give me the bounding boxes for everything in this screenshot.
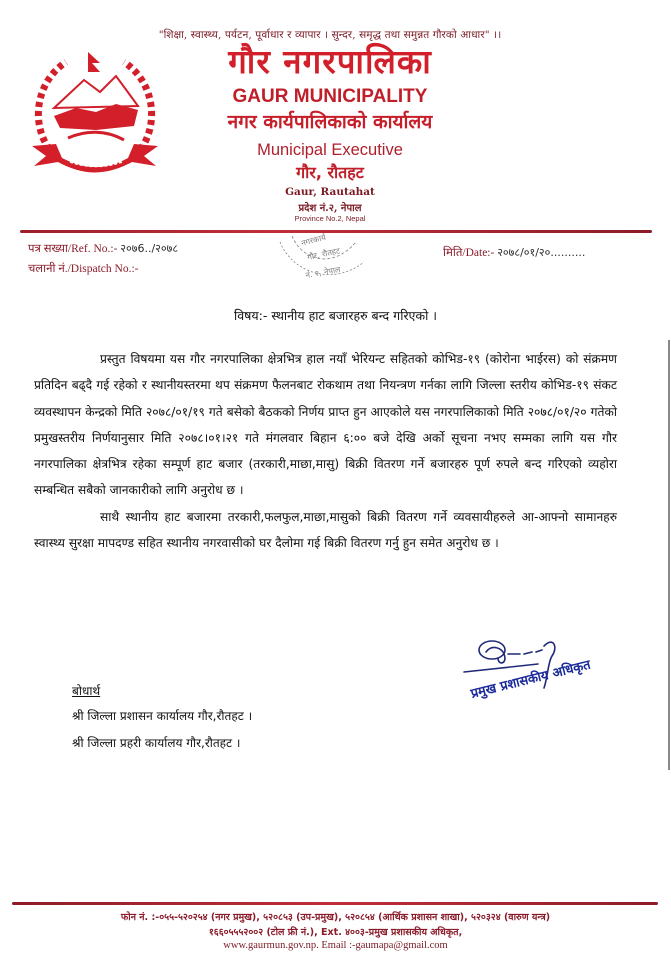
signature-stamp-text: प्रमुख प्रशासकीय अधिकृत — [469, 657, 593, 702]
footer-phone-numbers: फोन नं. :-०५५-५२०२५४ (नगर प्रमुख), ५२०८५३ (उप-प्रमुख), ५२०८५४ (आर्थिक प्रशासन शाखा), ५२०३२४ (वारुण यन्त्र) — [120, 912, 551, 923]
ref-value: २०७6../२०७८ — [120, 242, 179, 255]
cc-list-item: श्री जिल्ला प्रशासन कार्यालय गौर,रौतहट । — [72, 709, 253, 723]
page-edge-shadow — [668, 340, 670, 770]
province-english: Province No.2, Nepal — [294, 214, 366, 223]
letter-subject: विषय:- स्थानीय हाट बजारहरु बन्द गरिएको । — [233, 308, 438, 323]
office-seal-stamp-icon — [272, 232, 372, 287]
cc-list-item: श्री जिल्ला प्रहरी कार्यालय गौर,रौतहट । — [72, 736, 241, 750]
municipality-title-nepali: गौर नगरपालिका — [228, 42, 432, 81]
body-paragraph: साथै स्थानीय हाट बजारमा तरकारी,फलफुल,माछा,मासुको बिक्री वितरण गर्ने व्यवसायीहरुले आ-आफ्नो सामानहरु स्वास्थ्य सुरक्षा मापदण्ड सहित स्थानीय नगरवासीको घर दैलोमा गई बिक्री वितरण गर्नु हुन समेत अनुरोध छ । — [34, 509, 617, 551]
letter-date — [443, 245, 585, 260]
svg-text:नं. २, नेपाल: नं. २, नेपाल — [304, 264, 342, 280]
cc-heading: बोधार्थ — [72, 684, 101, 698]
ref-label: पत्र सख्या/Ref. No.:- — [28, 243, 118, 255]
date-value: २०७८/०१/२०.......... — [497, 246, 586, 259]
place-nepali: गौर, रौतहट — [296, 163, 364, 182]
svg-text:गौर, रौतहट: गौर, रौतहट — [306, 246, 341, 262]
dispatch-number — [28, 261, 138, 276]
dispatch-label: चलानी नं./Dispatch No.:- — [28, 263, 139, 275]
footer-web-email: www.gaurmun.gov.np. Email :-gaumapa@gmail.com — [223, 940, 448, 951]
body-paragraph: प्रस्तुत विषयमा यस गौर नगरपालिका क्षेत्रभित्र हाल नयाँ भेरियन्ट सहितको कोभिड-१९ (कोरोना भाईरस) को संक्रमण प्रतिदिन बढ्दै गई रहेको र स्थानीयस्तरमा थप संक्रमण फैलनबाट रोकथाम तथा नियन्त्रण गर्नका लागि जिल्ला स्तरीय कोभिड-१९ संकट व्यवस्थापन केन्द्रको मिति २०७८/०१/१९ गते बसेको बैठकको निर्णय प्राप्त हुन आएकोले यस नगरपालिकाको मिति २०७८/०१/२० गतेको प्रमुखस्तरीय निर्णयानुसार मिति २०७८।०१।२१ गते मंगलवार बिहान ६:०० बजे देखि अर्को सूचना नभए सम्मका लागि यस गौर नगरपालिका क्षेत्रभित्र रहेका सम्पूर्ण हाट बजार (तरकारी,माछा,मासु) बिक्री वितरण गर्ने बजारहरु पूर्ण रुपले बन्द गरिएको व्यहोरा सम्बन्धित सबैको जानकारीको लागि अनुरोध छ । — [34, 352, 617, 498]
nepal-coat-of-arms-icon — [26, 46, 164, 178]
municipality-title-english: GAUR MUNICIPALITY — [232, 86, 428, 107]
footer-divider — [12, 902, 658, 905]
reference-number — [28, 241, 178, 256]
office-title-english: Municipal Executive — [257, 141, 403, 159]
letter-body — [34, 346, 617, 556]
svg-text:नगरकार्य: नगरकार्य — [300, 232, 327, 248]
province-nepali: प्रदेश नं.२, नेपाल — [298, 203, 362, 214]
letterhead-motto: "शिक्षा, स्वास्थ्य, पर्यटन, पूर्वाधार र व्यापार । सुन्दर, समृद्ध तथा समुन्नत गौरको आधार" ।। — [158, 29, 502, 41]
footer-toll-free: १६६०५५५२००२ (टोल फ्री नं.), Ext. ४००३-प्रमुख प्रशासकीय अधिकृत, — [208, 927, 463, 938]
date-label: मिति/Date:- — [443, 247, 495, 259]
office-title-nepali: नगर कार्यपालिकाको कार्यालय — [227, 111, 433, 133]
place-english: Gaur, Rautahat — [285, 186, 375, 198]
handwritten-signature-icon — [458, 628, 598, 708]
